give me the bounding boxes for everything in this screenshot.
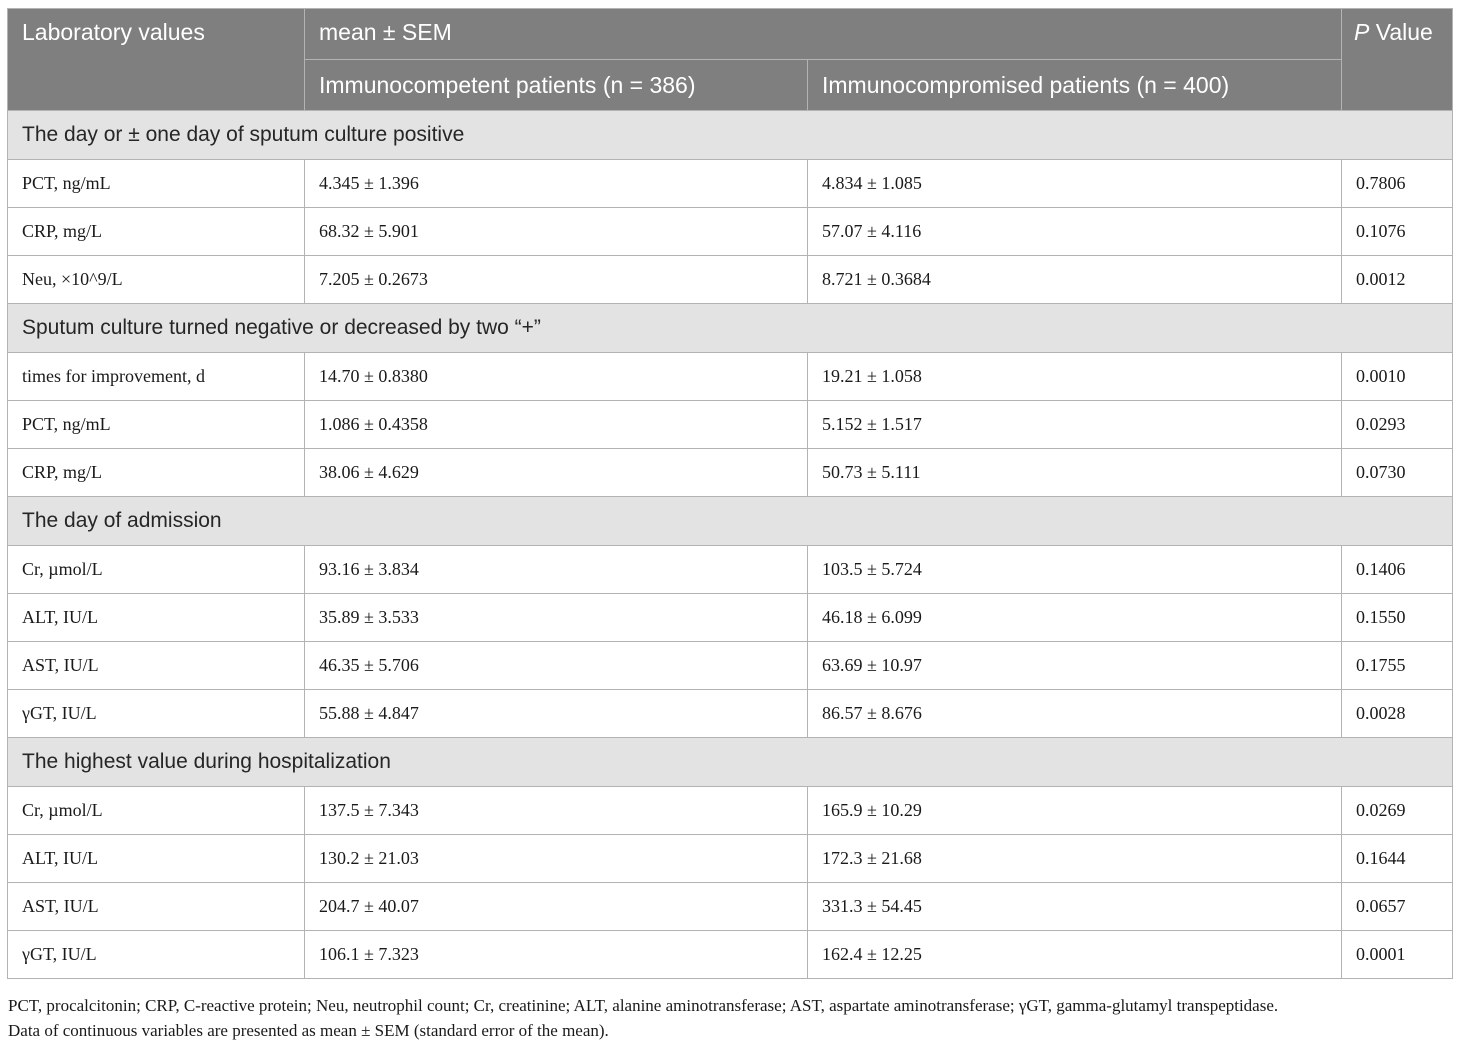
- cell-immunocompetent: 7.205 ± 0.2673: [305, 256, 808, 304]
- cell-immunocompromised: 165.9 ± 10.29: [808, 787, 1342, 835]
- cell-p-value: 0.7806: [1342, 160, 1453, 208]
- cell-immunocompromised: 63.69 ± 10.97: [808, 642, 1342, 690]
- cell-p-value: 0.0269: [1342, 787, 1453, 835]
- cell-label: AST, IU/L: [8, 642, 305, 690]
- table-row: [8, 690, 1453, 738]
- cell-immunocompetent: 4.345 ± 1.396: [305, 160, 808, 208]
- cell-immunocompromised: 162.4 ± 12.25: [808, 931, 1342, 979]
- cell-immunocompetent: 130.2 ± 21.03: [305, 835, 808, 883]
- header-lab-values: Laboratory values: [8, 9, 305, 111]
- cell-label: CRP, mg/L: [8, 208, 305, 256]
- cell-immunocompromised: 19.21 ± 1.058: [808, 353, 1342, 401]
- cell-p-value: 0.0028: [1342, 690, 1453, 738]
- cell-label: Neu, ×10^9/L: [8, 256, 305, 304]
- table-row: [8, 642, 1453, 690]
- cell-label: PCT, ng/mL: [8, 401, 305, 449]
- table-footnote: [8, 993, 1453, 1043]
- cell-immunocompetent: 35.89 ± 3.533: [305, 594, 808, 642]
- cell-p-value: 0.0012: [1342, 256, 1453, 304]
- cell-p-value: 0.0657: [1342, 883, 1453, 931]
- table-header: [8, 9, 1453, 111]
- cell-immunocompromised: 86.57 ± 8.676: [808, 690, 1342, 738]
- table-row: [8, 787, 1453, 835]
- cell-immunocompromised: 5.152 ± 1.517: [808, 401, 1342, 449]
- cell-immunocompetent: 1.086 ± 0.4358: [305, 401, 808, 449]
- cell-p-value: 0.1550: [1342, 594, 1453, 642]
- cell-label: PCT, ng/mL: [8, 160, 305, 208]
- cell-p-value: 0.0730: [1342, 449, 1453, 497]
- cell-p-value: 0.1644: [1342, 835, 1453, 883]
- cell-immunocompromised: 50.73 ± 5.111: [808, 449, 1342, 497]
- section-title: Sputum culture turned negative or decreased by two “+”: [8, 304, 1453, 353]
- cell-immunocompetent: 106.1 ± 7.323: [305, 931, 808, 979]
- header-immunocompetent: Immunocompetent patients (n = 386): [305, 60, 808, 111]
- table-row: [8, 449, 1453, 497]
- section-row: [8, 497, 1453, 546]
- cell-p-value: 0.0293: [1342, 401, 1453, 449]
- cell-immunocompetent: 68.32 ± 5.901: [305, 208, 808, 256]
- section-row: [8, 111, 1453, 160]
- cell-immunocompetent: 93.16 ± 3.834: [305, 546, 808, 594]
- header-p-value: [1342, 9, 1453, 111]
- cell-immunocompetent: 38.06 ± 4.629: [305, 449, 808, 497]
- table-body: [8, 111, 1453, 979]
- cell-immunocompromised: 46.18 ± 6.099: [808, 594, 1342, 642]
- header-p-italic: P: [1354, 19, 1370, 45]
- cell-p-value: 0.1076: [1342, 208, 1453, 256]
- cell-immunocompetent: 46.35 ± 5.706: [305, 642, 808, 690]
- cell-label: times for improvement, d: [8, 353, 305, 401]
- cell-immunocompetent: 204.7 ± 40.07: [305, 883, 808, 931]
- cell-label: γGT, IU/L: [8, 931, 305, 979]
- cell-p-value: 0.1406: [1342, 546, 1453, 594]
- table-row: [8, 931, 1453, 979]
- footnote-abbreviations: PCT, procalcitonin; CRP, C-reactive protein; Neu, neutrophil count; Cr, creatinine; ALT, alanine aminotransferase; AST, aspartate aminotransferase; γGT, gamma-glutamyl transpeptidase.: [8, 996, 1279, 1015]
- cell-label: CRP, mg/L: [8, 449, 305, 497]
- section-title: The day or ± one day of sputum culture positive: [8, 111, 1453, 160]
- cell-immunocompromised: 57.07 ± 4.116: [808, 208, 1342, 256]
- section-row: [8, 738, 1453, 787]
- cell-immunocompetent: 137.5 ± 7.343: [305, 787, 808, 835]
- table-row: [8, 883, 1453, 931]
- section-title: The highest value during hospitalization: [8, 738, 1453, 787]
- cell-immunocompromised: 103.5 ± 5.724: [808, 546, 1342, 594]
- cell-immunocompetent: 55.88 ± 4.847: [305, 690, 808, 738]
- footnote-data-note: Data of continuous variables are presented as mean ± SEM (standard error of the mean).: [8, 1021, 609, 1040]
- table-row: [8, 208, 1453, 256]
- cell-immunocompromised: 172.3 ± 21.68: [808, 835, 1342, 883]
- cell-p-value: 0.1755: [1342, 642, 1453, 690]
- lab-values-table: [7, 8, 1453, 979]
- table-row: [8, 401, 1453, 449]
- cell-p-value: 0.0001: [1342, 931, 1453, 979]
- table-row: [8, 353, 1453, 401]
- section-title: The day of admission: [8, 497, 1453, 546]
- cell-label: Cr, µmol/L: [8, 546, 305, 594]
- table-row: [8, 594, 1453, 642]
- table-row: [8, 546, 1453, 594]
- header-immunocompromised: Immunocompromised patients (n = 400): [808, 60, 1342, 111]
- section-row: [8, 304, 1453, 353]
- header-p-rest: Value: [1369, 19, 1433, 45]
- cell-p-value: 0.0010: [1342, 353, 1453, 401]
- cell-immunocompromised: 331.3 ± 54.45: [808, 883, 1342, 931]
- table-row: [8, 835, 1453, 883]
- cell-label: ALT, IU/L: [8, 835, 305, 883]
- cell-immunocompromised: 4.834 ± 1.085: [808, 160, 1342, 208]
- cell-label: γGT, IU/L: [8, 690, 305, 738]
- table-row: [8, 256, 1453, 304]
- cell-immunocompromised: 8.721 ± 0.3684: [808, 256, 1342, 304]
- cell-label: Cr, µmol/L: [8, 787, 305, 835]
- table-container: [7, 8, 1452, 979]
- cell-label: ALT, IU/L: [8, 594, 305, 642]
- cell-label: AST, IU/L: [8, 883, 305, 931]
- table-row: [8, 160, 1453, 208]
- header-mean-sem: mean ± SEM: [305, 9, 1342, 60]
- cell-immunocompetent: 14.70 ± 0.8380: [305, 353, 808, 401]
